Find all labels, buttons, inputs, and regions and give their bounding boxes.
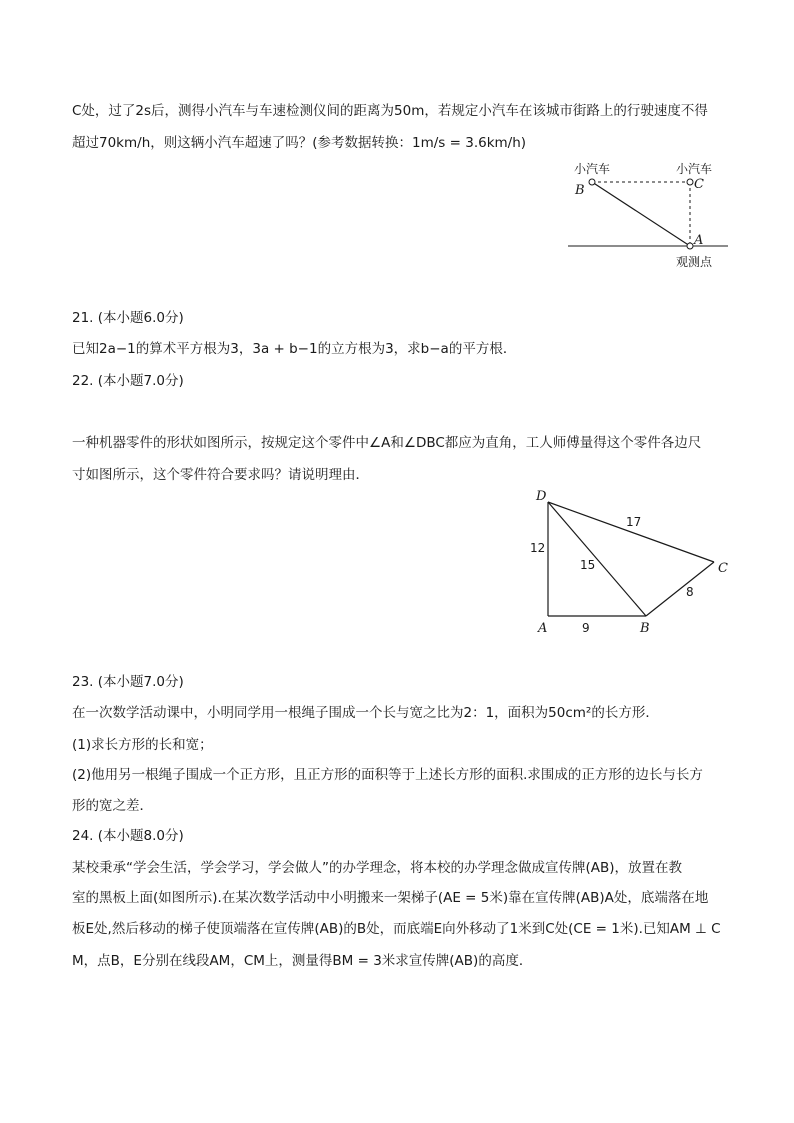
- point-A: [687, 243, 693, 249]
- q22-header: 22. (本小题7.0分): [72, 373, 184, 389]
- length-DC: 17: [626, 515, 642, 529]
- label-C: C: [718, 561, 728, 576]
- length-BC: 8: [686, 585, 694, 599]
- q21-text: 已知2a−1的算术平方根为3，3a + b−1的立方根为3，求b−a的平方根．: [72, 341, 517, 357]
- q24-header: 24. (本小题8.0分): [72, 828, 184, 844]
- q23-text-line-3: (2)他用另一根绳子围成一个正方形，且正方形的面积等于上述长方形的面积.求围成的正方形的边长与长方: [72, 767, 703, 783]
- label-A: A: [538, 621, 548, 636]
- q22-text-line-1: 一种机器零件的形状如图所示，按规定这个零件中∠A和∠DBC都应为直角，工人师傅量得这个零件各边尺: [72, 435, 702, 451]
- label-C: C: [694, 177, 704, 192]
- q23-header: 23. (本小题7.0分): [72, 674, 184, 690]
- length-BD: 15: [580, 558, 596, 572]
- q24-text-line-1: 某校秉承“学会生活，学会学习，学会做人”的办学理念，将本校的办学理念做成宣传牌(AB)，放置在教: [72, 860, 683, 876]
- side-DC: [548, 502, 714, 562]
- q22-text-line-2: 寸如图所示，这个零件符合要求吗？请说明理由．: [72, 467, 369, 483]
- point-B: [589, 179, 595, 185]
- q21-header: 21. (本小题6.0分): [72, 310, 184, 326]
- q23-text-line-2: (1)求长方形的长和宽；: [72, 737, 213, 753]
- q20-text-line-1: C处，过了2s后，测得小汽车与车速检测仪间的距离为50m，若规定小汽车在该城市街路上的行驶速度不得: [72, 103, 708, 119]
- label-B: B: [640, 621, 650, 636]
- q20-speed-figure: [560, 156, 740, 272]
- length-AB: 9: [582, 621, 590, 635]
- q23-text-line-1: 在一次数学活动课中，小明同学用一根绳子围成一个长与宽之比为2：1，面积为50cm²的长方形．: [72, 705, 659, 721]
- q24-text-line-4: M，点B，E分别在线段AM，CM上，测量得BM = 3米求宣传牌(AB)的高度．: [72, 953, 533, 969]
- line-BA: [592, 182, 690, 246]
- q23-text-line-4: 形的宽之差．: [72, 798, 153, 814]
- q24-text-line-3: 板E处,然后移动的梯子使顶端落在宣传牌(AB)的B处，而底端E向外移动了1米到C处(CE = 1米).已知AM ⊥ C: [72, 921, 721, 937]
- q22-part-figure: [520, 484, 740, 640]
- car-right-label: 小汽车: [676, 162, 713, 176]
- point-C: [687, 179, 693, 185]
- observer-label: 观测点: [676, 255, 713, 269]
- label-A: A: [694, 233, 704, 248]
- car-left-label: 小汽车: [574, 162, 611, 176]
- label-B: B: [575, 183, 585, 198]
- label-D: D: [536, 489, 547, 504]
- length-AD: 12: [530, 541, 546, 555]
- side-BC: [646, 562, 714, 616]
- q24-text-line-2: 室的黑板上面(如图所示).在某次数学活动中小明搬来一架梯子(AE = 5米)靠在宣传牌(AB)A处，底端落在地: [72, 890, 709, 906]
- q20-text-line-2: 超过70km/h，则这辆小汽车超速了吗？(参考数据转换：1m/s = 3.6km/h): [72, 135, 527, 151]
